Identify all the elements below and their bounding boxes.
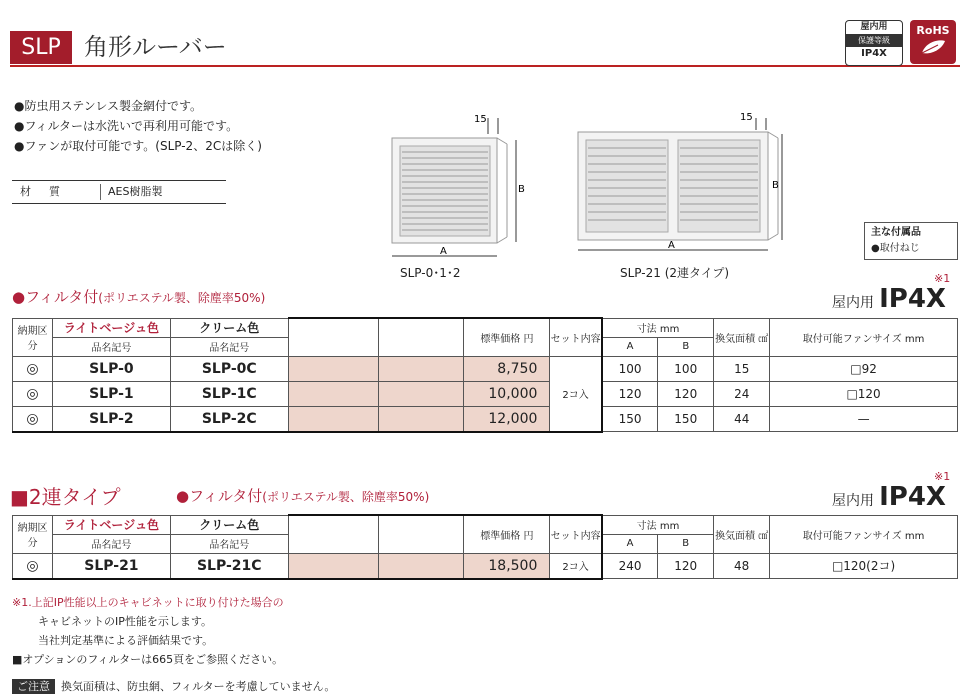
spec-table-single xyxy=(12,317,958,433)
diagram-caption: SLP-0･1･2 xyxy=(400,266,461,280)
ip-badge-top: 屋内用 xyxy=(860,22,888,32)
col-price: 標準価格 円 xyxy=(464,318,550,356)
caution-note xyxy=(12,678,335,694)
section-double-prefix: ■2連タイプ xyxy=(10,485,121,509)
col-partno: 品名記号 xyxy=(170,337,288,356)
footnote-mark: ※1 xyxy=(934,272,951,285)
col-delivery: 納期区分 xyxy=(13,318,53,356)
col-delivery: 納期区分 xyxy=(13,515,53,553)
table-row xyxy=(13,356,958,381)
cell-part: SLP-1C xyxy=(170,381,288,406)
cell-part: SLP-1 xyxy=(52,381,170,406)
col-partno: 品名記号 xyxy=(170,534,288,553)
col-a: A xyxy=(602,337,658,356)
cell-delivery: ◎ xyxy=(13,381,53,406)
col-color2: クリーム色 xyxy=(170,318,288,337)
table-row xyxy=(13,381,958,406)
col-fan: 取付可能ファンサイズ mm xyxy=(770,515,958,553)
cell-set: 2コ入 xyxy=(550,553,602,579)
material-row xyxy=(12,180,226,204)
cell-b: 120 xyxy=(658,553,714,579)
dim-top-label: 15 xyxy=(740,112,753,123)
feature-item: ●ファンが取付可能です。(SLP-2、2Cは除く) xyxy=(14,139,262,153)
cell-part: SLP-2 xyxy=(52,406,170,432)
ip-badge-bottom: IP4X xyxy=(861,48,887,59)
cell-b: 150 xyxy=(658,406,714,432)
louver-diagram-single xyxy=(380,100,530,280)
cell-area: 15 xyxy=(714,356,770,381)
col-area: 換気面積 ㎠ xyxy=(714,515,770,553)
table-row xyxy=(13,406,958,432)
section-filter-title xyxy=(176,485,429,506)
footnote-line: 当社判定基準による評価結果です。 xyxy=(38,634,214,647)
cell-part: SLP-0C xyxy=(170,356,288,381)
cell-a: 240 xyxy=(602,553,658,579)
col-dims: 寸法 mm xyxy=(602,515,714,534)
dim-b-label: B xyxy=(772,180,779,191)
section-title: ●フィルタ付 xyxy=(176,487,263,505)
cell-part: SLP-21 xyxy=(52,553,170,579)
louver-diagram-double xyxy=(570,100,810,280)
cell-b: 100 xyxy=(658,356,714,381)
col-partno: 品名記号 xyxy=(52,534,170,553)
cell-delivery: ◎ xyxy=(13,356,53,381)
footnote-line: キャビネットのIP性能を示します。 xyxy=(38,615,212,628)
feature-list xyxy=(14,96,262,156)
ip-label: 屋内用 xyxy=(832,295,874,311)
table-row xyxy=(13,553,958,579)
cell-fan: □120(2コ) xyxy=(770,553,958,579)
dim-b-label: B xyxy=(518,184,525,195)
footnote-mark: ※1 xyxy=(934,470,951,483)
cell-price: 12,000 xyxy=(464,406,550,432)
accessories-box xyxy=(864,222,958,260)
cell-price: 8,750 xyxy=(464,356,550,381)
series-code: SLP xyxy=(10,31,72,64)
col-color1: ライトベージュ色 xyxy=(52,515,170,534)
cell-price: 18,500 xyxy=(464,553,550,579)
cell-part: SLP-0 xyxy=(52,356,170,381)
material-value: AES樹脂製 xyxy=(108,185,163,198)
cell-fan: □120 xyxy=(770,381,958,406)
footnote-line: ■オプションのフィルターは665頁をご参照ください。 xyxy=(12,653,284,666)
section-title: ●フィルタ付 xyxy=(12,288,99,306)
dim-a-label: A xyxy=(440,246,447,257)
rohs-badge xyxy=(910,20,956,64)
col-color1: ライトベージュ色 xyxy=(52,318,170,337)
ip-label: 屋内用 xyxy=(832,493,874,509)
cell-a: 100 xyxy=(602,356,658,381)
ip-value: IP4X xyxy=(879,284,946,314)
spec-table-double xyxy=(12,514,958,580)
caution-text: 換気面積は、防虫網、フィルターを考慮していません。 xyxy=(61,680,336,693)
accessories-item: ●取付ねじ xyxy=(871,243,920,254)
cell-delivery: ◎ xyxy=(13,553,53,579)
cell-a: 150 xyxy=(602,406,658,432)
page-title: 角形ルーバー xyxy=(84,33,227,61)
col-b: B xyxy=(658,337,714,356)
dim-a-label: A xyxy=(668,240,675,251)
col-set: セット内容 xyxy=(550,318,602,356)
col-dims: 寸法 mm xyxy=(602,318,714,337)
cell-area: 24 xyxy=(714,381,770,406)
leaf-icon xyxy=(918,37,948,57)
header-rule xyxy=(10,65,960,67)
col-b: B xyxy=(658,534,714,553)
col-fan: 取付可能ファンサイズ mm xyxy=(770,318,958,356)
section-filter-title xyxy=(12,286,265,307)
section-subtitle: (ポリエステル製、除塵率50%) xyxy=(262,490,430,504)
cell-a: 120 xyxy=(602,381,658,406)
footnotes xyxy=(12,593,284,669)
footnote-line: ※1.上記IP性能以上のキャビネットに取り付けた場合の xyxy=(12,596,284,609)
accessories-title: 主な付属品 xyxy=(871,227,921,238)
dim-top-label: 15 xyxy=(474,114,487,125)
ip-badge-mid: 保護等級 xyxy=(846,34,902,47)
cell-area: 48 xyxy=(714,553,770,579)
ip-value: IP4X xyxy=(879,482,946,512)
feature-item: ●防虫用ステンレス製金網付です。 xyxy=(14,99,203,113)
cell-part: SLP-2C xyxy=(170,406,288,432)
col-partno: 品名記号 xyxy=(52,337,170,356)
cell-fan: — xyxy=(770,406,958,432)
col-area: 換気面積 ㎠ xyxy=(714,318,770,356)
cell-price: 10,000 xyxy=(464,381,550,406)
cell-delivery: ◎ xyxy=(13,406,53,432)
col-color2: クリーム色 xyxy=(170,515,288,534)
cell-b: 120 xyxy=(658,381,714,406)
cell-part: SLP-21C xyxy=(170,553,288,579)
col-a: A xyxy=(602,534,658,553)
cell-fan: □92 xyxy=(770,356,958,381)
diagram-caption: SLP-21 (2連タイプ) xyxy=(620,266,730,280)
ip-rating-heading xyxy=(832,284,946,314)
caution-tag: ご注意 xyxy=(12,679,55,694)
material-label: 材質 xyxy=(20,185,78,198)
rohs-label: RoHS xyxy=(916,24,950,37)
cell-set: 2コ入 xyxy=(550,356,602,432)
col-price: 標準価格 円 xyxy=(464,515,550,553)
feature-item: ●フィルターは水洗いで再利用可能です。 xyxy=(14,119,239,133)
ip-rating-heading xyxy=(832,482,946,512)
section-subtitle: (ポリエステル製、除塵率50%) xyxy=(98,291,266,305)
ip-rating-badge xyxy=(845,20,903,66)
cell-area: 44 xyxy=(714,406,770,432)
col-set: セット内容 xyxy=(550,515,602,553)
